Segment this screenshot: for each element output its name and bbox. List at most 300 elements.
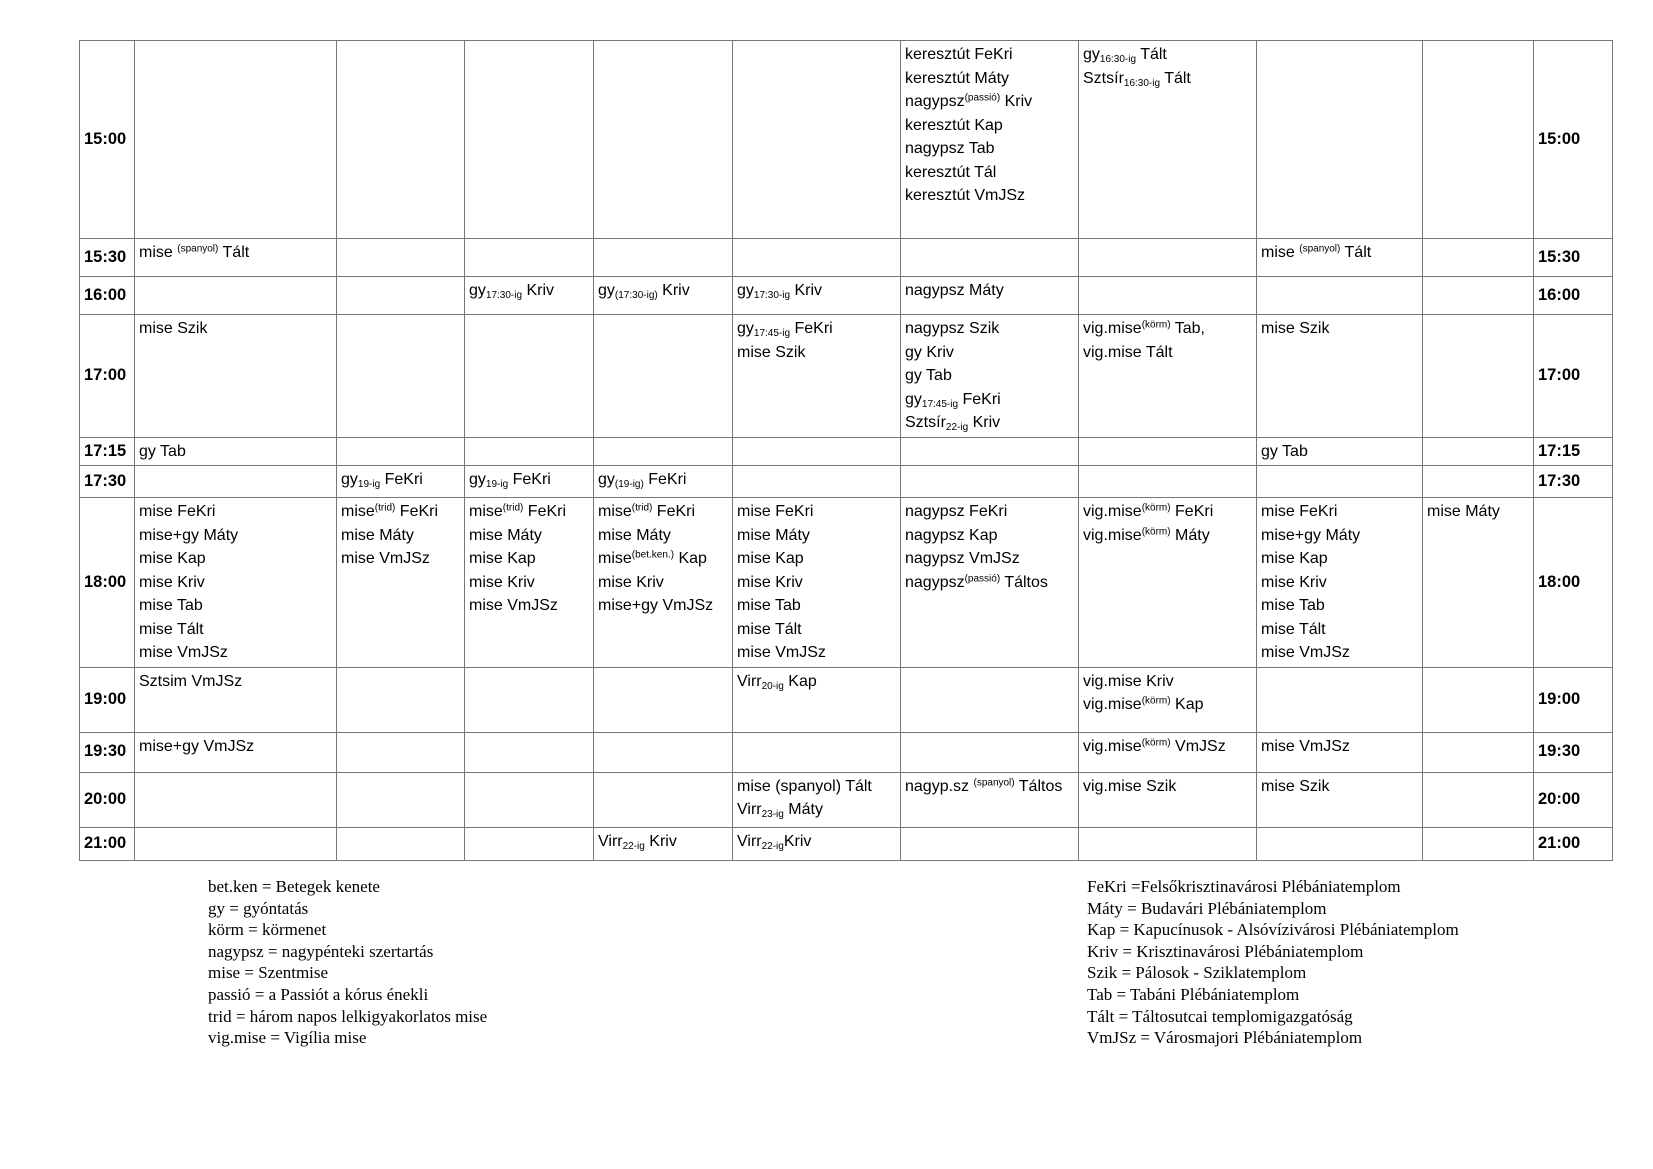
event-text: mise Szik xyxy=(737,343,806,361)
event-entry xyxy=(905,90,1074,114)
event-text: nagypsz Máty xyxy=(905,282,1004,299)
event-text: Kriv xyxy=(1000,93,1033,110)
schedule-cell xyxy=(594,437,733,466)
event-entry xyxy=(1261,440,1418,464)
event-text: FeKri xyxy=(643,471,687,488)
event-sup-note: (trid) xyxy=(502,502,524,514)
event-text: mise FeKri xyxy=(737,503,814,520)
event-sub-note: 17:45-ig xyxy=(921,398,959,410)
schedule-cell xyxy=(901,277,1079,315)
time-label: 18:00 xyxy=(80,498,135,668)
schedule-cell xyxy=(733,41,901,239)
legend-item: Tált = Táltosutcai templomigazgatóság xyxy=(1087,1006,1353,1026)
schedule-cell xyxy=(337,239,465,277)
schedule-cell xyxy=(1079,239,1257,277)
event-entry xyxy=(1261,547,1418,571)
time-label: 15:00 xyxy=(1534,41,1613,239)
schedule-cell xyxy=(1079,315,1257,438)
event-text: mise Szik xyxy=(1261,320,1330,337)
schedule-cell xyxy=(465,498,594,668)
event-text: Táltos xyxy=(1014,777,1063,795)
schedule-cell xyxy=(1257,315,1423,438)
schedule-cell xyxy=(594,827,733,860)
event-text: gy Kriv xyxy=(905,343,954,361)
legend-item: Kap = Kapucínusok - Alsóvízivárosi Plébániatemplom xyxy=(1087,920,1459,940)
legend-item: Kriv = Krisztinavárosi Plébániatemplom xyxy=(1087,941,1364,961)
schedule-cell xyxy=(901,41,1079,239)
schedule-cell xyxy=(901,437,1079,466)
event-text: Kriv xyxy=(783,832,812,850)
event-entry xyxy=(737,571,896,595)
event-sub-note: 23-ig xyxy=(761,809,784,820)
event-entry xyxy=(1083,500,1252,524)
event-entry xyxy=(905,775,1074,799)
event-text: FeKri xyxy=(958,390,1001,408)
event-text: vig.mise Tált xyxy=(1083,343,1173,361)
event-entry xyxy=(905,43,1074,67)
schedule-cell xyxy=(135,667,337,732)
legend-item: trid = három napos lelkigyakorlatos mise xyxy=(208,1006,488,1026)
schedule-cell xyxy=(135,498,337,668)
schedule-cell xyxy=(465,732,594,772)
event-entry xyxy=(1083,775,1252,799)
schedule-cell xyxy=(901,772,1079,827)
table-row xyxy=(80,827,1613,860)
time-label: 17:30 xyxy=(1534,466,1613,498)
schedule-cell xyxy=(135,466,337,498)
event-sub-note: 17:30-ig xyxy=(485,290,523,301)
time-label: 16:00 xyxy=(1534,277,1613,315)
event-text: mise Kriv xyxy=(469,573,535,591)
event-text: keresztút FeKri xyxy=(905,46,1013,63)
time-label: 18:00 xyxy=(1534,498,1613,668)
event-entry xyxy=(737,524,896,548)
schedule-cell xyxy=(337,277,465,315)
time-label: 17:15 xyxy=(80,437,135,466)
event-entry xyxy=(469,594,589,618)
schedule-cell xyxy=(135,437,337,466)
event-text: nagypsz xyxy=(905,573,965,591)
schedule-cell xyxy=(337,437,465,466)
event-entry xyxy=(737,830,896,854)
event-entry xyxy=(469,547,589,571)
event-entry xyxy=(139,641,332,665)
event-text: vig.mise xyxy=(1083,737,1142,755)
event-entry xyxy=(469,571,589,595)
legend-item: VmJSz = Városmajori Plébániatemplom xyxy=(1087,1028,1363,1048)
event-entry xyxy=(1083,524,1252,548)
time-label: 15:00 xyxy=(80,41,135,239)
event-entry xyxy=(598,547,728,571)
event-text: keresztút Kap xyxy=(905,116,1003,134)
event-sub-note: 16:30-ig xyxy=(1099,54,1137,65)
event-text: Kriv xyxy=(968,414,1001,431)
event-entry xyxy=(905,571,1074,595)
table-row xyxy=(80,41,1613,239)
schedule-cell xyxy=(1423,498,1534,668)
table-row xyxy=(80,466,1613,498)
legend-item: Tab = Tabáni Plébániatemplom xyxy=(1087,984,1300,1004)
schedule-cell xyxy=(337,732,465,772)
event-text: mise VmJSz xyxy=(341,550,430,567)
event-entry xyxy=(139,571,332,595)
time-label: 15:30 xyxy=(1534,239,1613,277)
event-sub-note: (19-ig) xyxy=(614,479,644,490)
time-label: 17:00 xyxy=(80,315,135,438)
schedule-cell xyxy=(733,667,901,732)
schedule-cell xyxy=(1079,498,1257,668)
event-sup-note: (bet.ken.) xyxy=(631,549,675,561)
event-text: vig.mise xyxy=(1083,696,1142,713)
event-text: gy Tab xyxy=(905,367,952,384)
time-label: 21:00 xyxy=(1534,827,1613,860)
event-text: mise xyxy=(598,503,632,520)
schedule-cell xyxy=(337,466,465,498)
schedule-cell xyxy=(465,772,594,827)
event-entry xyxy=(1083,693,1252,717)
legend-item: passió = a Passiót a kórus énekli xyxy=(208,984,429,1004)
event-text: Kriv xyxy=(644,832,677,850)
time-label: 15:30 xyxy=(80,239,135,277)
time-label: 20:00 xyxy=(80,772,135,827)
event-entry xyxy=(139,500,332,524)
event-entry xyxy=(139,594,332,618)
event-text: Tált xyxy=(1136,46,1167,63)
event-entry xyxy=(1261,641,1418,665)
schedule-cell xyxy=(337,498,465,668)
event-text: gy xyxy=(469,471,486,488)
event-text: mise Tab xyxy=(139,597,203,614)
event-entry xyxy=(1261,317,1418,341)
event-entry xyxy=(1427,500,1529,524)
schedule-cell xyxy=(901,667,1079,732)
schedule-cell xyxy=(733,827,901,860)
schedule-cell xyxy=(901,315,1079,438)
event-entry xyxy=(905,137,1074,161)
schedule-cell xyxy=(733,239,901,277)
schedule-cell xyxy=(135,41,337,239)
schedule-cell xyxy=(1257,239,1423,277)
schedule-cell xyxy=(594,498,733,668)
time-label: 16:00 xyxy=(80,277,135,315)
schedule-cell xyxy=(465,315,594,438)
event-sub-note: 22-ig xyxy=(622,840,645,852)
event-entry xyxy=(905,279,1074,303)
schedule-cell xyxy=(465,277,594,315)
schedule-cell xyxy=(1257,466,1423,498)
schedule-cell xyxy=(135,277,337,315)
event-text: Kap xyxy=(783,672,817,690)
schedule-cell xyxy=(901,827,1079,860)
event-text: mise Szik xyxy=(1261,777,1330,795)
schedule-cell xyxy=(135,239,337,277)
event-entry xyxy=(469,468,589,492)
event-text: FeKri xyxy=(652,503,696,520)
event-sup-note: (körm) xyxy=(1141,526,1171,537)
event-text: mise xyxy=(469,503,503,520)
event-text: Tált xyxy=(1340,244,1372,261)
event-entry xyxy=(469,500,589,524)
event-entry xyxy=(598,500,728,524)
event-entry xyxy=(1261,594,1418,618)
legend-item: vig.mise = Vigília mise xyxy=(208,1028,367,1048)
event-sup-note: (passió) xyxy=(964,92,1001,104)
event-text: Virr xyxy=(737,672,762,690)
event-entry xyxy=(1261,241,1418,265)
time-label: 19:30 xyxy=(1534,732,1613,772)
event-sup-note: (trid) xyxy=(374,502,396,514)
event-sup-note: (passió) xyxy=(964,573,1001,584)
event-entry xyxy=(905,317,1074,341)
event-entry xyxy=(139,524,332,548)
event-sub-note: 20-ig xyxy=(761,680,784,692)
event-text: mise VmJSz xyxy=(737,644,826,661)
event-entry xyxy=(737,798,896,822)
schedule-cell xyxy=(465,667,594,732)
table-row xyxy=(80,437,1613,466)
event-text: FeKri xyxy=(523,503,567,520)
schedule-cell xyxy=(594,732,733,772)
event-sup-note: (körm) xyxy=(1141,319,1171,331)
event-text: mise xyxy=(1261,244,1300,261)
schedule-cell xyxy=(1257,277,1423,315)
event-text: Sztsim VmJSz xyxy=(139,672,243,690)
event-sub-note: 17:45-ig xyxy=(753,328,791,339)
legend-item: körm = körmenet xyxy=(208,920,327,940)
event-text: mise Máty xyxy=(1427,503,1500,520)
event-entry xyxy=(469,524,589,548)
schedule-cell xyxy=(1079,437,1257,466)
event-text: gy Tab xyxy=(139,442,186,460)
event-text: mise (spanyol) Tált xyxy=(737,777,872,795)
schedule-cell xyxy=(733,437,901,466)
event-entry xyxy=(737,775,896,799)
event-text: gy xyxy=(341,471,358,488)
event-text: VmJSz xyxy=(1170,737,1226,755)
schedule-cell xyxy=(1423,827,1534,860)
event-entry xyxy=(1261,500,1418,524)
event-text: mise Máty xyxy=(341,526,414,544)
event-entry xyxy=(737,317,896,341)
event-entry xyxy=(341,524,460,548)
event-text: Kap xyxy=(1170,696,1204,713)
time-label: 17:15 xyxy=(1534,437,1613,466)
event-text: FeKri xyxy=(508,471,551,488)
legend-item: Máty = Budavári Plébániatemplom xyxy=(1087,898,1327,918)
event-text: mise Szik xyxy=(139,320,208,337)
event-entry xyxy=(598,279,728,303)
table-row xyxy=(80,315,1613,438)
schedule-cell xyxy=(733,732,901,772)
schedule-cell xyxy=(1079,732,1257,772)
event-text: mise+gy VmJSz xyxy=(139,737,255,755)
schedule-cell xyxy=(1257,498,1423,668)
event-text: gy xyxy=(737,282,754,299)
event-entry xyxy=(737,670,896,694)
schedule-cell xyxy=(594,277,733,315)
event-sup-note: (spanyol) xyxy=(177,243,219,255)
schedule-cell xyxy=(1079,41,1257,239)
schedule-cell xyxy=(1257,772,1423,827)
event-entry xyxy=(905,547,1074,571)
event-text: mise+gy VmJSz xyxy=(598,597,714,614)
schedule-cell xyxy=(901,239,1079,277)
event-text: nagypsz Szik xyxy=(905,320,1000,337)
event-text: mise Kriv xyxy=(737,573,803,591)
time-label: 17:30 xyxy=(80,466,135,498)
event-text: nagypsz FeKri xyxy=(905,503,1008,520)
schedule-cell xyxy=(733,772,901,827)
event-text: nagypsz Kap xyxy=(905,526,998,544)
event-text: Virr xyxy=(598,832,623,850)
event-text: mise xyxy=(341,503,375,520)
event-entry xyxy=(139,618,332,642)
event-text: keresztút VmJSz xyxy=(905,187,1026,204)
event-entry xyxy=(905,388,1074,412)
event-entry xyxy=(341,500,460,524)
event-sup-note: (körm) xyxy=(1141,502,1171,514)
legend-item: mise = Szentmise xyxy=(208,963,329,983)
event-text: vig.mise xyxy=(1083,503,1142,520)
event-text: mise+gy Máty xyxy=(1261,526,1361,544)
event-entry xyxy=(737,500,896,524)
schedule-cell xyxy=(733,277,901,315)
event-text: mise VmJSz xyxy=(1261,737,1350,755)
event-text: mise VmJSz xyxy=(469,597,558,614)
event-entry xyxy=(737,547,896,571)
schedule-cell xyxy=(465,466,594,498)
event-text: mise Tált xyxy=(737,620,802,638)
event-text: mise Máty xyxy=(737,526,810,544)
event-entry xyxy=(139,670,332,694)
event-text: FeKri xyxy=(380,471,423,488)
event-entry xyxy=(1083,341,1252,365)
table-row xyxy=(80,772,1613,827)
schedule-cell xyxy=(1423,437,1534,466)
event-entry xyxy=(737,341,896,365)
schedule-cell xyxy=(1079,827,1257,860)
event-text: mise Tab xyxy=(737,597,801,614)
event-text: Virr xyxy=(737,832,762,850)
event-text: gy xyxy=(905,390,922,408)
event-text: vig.mise Kriv xyxy=(1083,672,1174,690)
schedule-cell xyxy=(135,315,337,438)
event-text: mise Máty xyxy=(598,526,671,544)
event-text: Táltos xyxy=(1000,573,1048,591)
schedule-cell xyxy=(135,732,337,772)
event-text: keresztút Tál xyxy=(905,163,997,181)
event-text: gy xyxy=(737,320,754,337)
event-entry xyxy=(905,184,1074,208)
event-sup-note: (spanyol) xyxy=(1299,243,1341,255)
time-label: 19:00 xyxy=(1534,667,1613,732)
schedule-cell xyxy=(135,827,337,860)
event-text: mise Kap xyxy=(1261,550,1328,567)
schedule-cell xyxy=(1257,827,1423,860)
schedule-cell xyxy=(733,315,901,438)
event-sup-note: (körm) xyxy=(1141,737,1171,748)
event-text: vig.mise Szik xyxy=(1083,777,1177,795)
schedule-cell xyxy=(1079,667,1257,732)
event-text: gy xyxy=(598,282,615,299)
time-label: 19:30 xyxy=(80,732,135,772)
legend-item: gy = gyóntatás xyxy=(208,898,309,918)
time-label: 19:00 xyxy=(80,667,135,732)
event-text: Kriv xyxy=(522,282,555,299)
schedule-cell xyxy=(901,498,1079,668)
schedule-cell xyxy=(465,827,594,860)
schedule-cell xyxy=(733,466,901,498)
event-entry xyxy=(341,468,460,492)
event-text: mise Kap xyxy=(139,550,206,567)
event-text: mise Tált xyxy=(1261,620,1326,638)
event-entry xyxy=(1261,775,1418,799)
event-entry xyxy=(1083,670,1252,694)
event-text: nagypsz xyxy=(905,93,965,110)
schedule-cell xyxy=(1423,466,1534,498)
schedule-cell xyxy=(337,667,465,732)
event-text: mise Máty xyxy=(469,526,542,544)
table-row xyxy=(80,277,1613,315)
schedule-cell xyxy=(594,772,733,827)
time-label: 20:00 xyxy=(1534,772,1613,827)
event-sub-note: 19-ig xyxy=(357,479,381,490)
event-text: Sztsír xyxy=(905,414,946,431)
event-text: keresztút Máty xyxy=(905,69,1010,87)
event-text: gy xyxy=(1083,46,1100,63)
schedule-cell xyxy=(594,667,733,732)
table-row xyxy=(80,498,1613,668)
schedule-cell xyxy=(1257,667,1423,732)
event-text: nagypsz VmJSz xyxy=(905,550,1020,567)
event-entry xyxy=(1261,735,1418,759)
event-text: Tab, xyxy=(1170,320,1205,337)
schedule-cell xyxy=(901,466,1079,498)
event-entry xyxy=(737,641,896,665)
event-entry xyxy=(905,500,1074,524)
event-text: mise Tált xyxy=(139,620,204,638)
event-text: gy xyxy=(469,282,486,299)
event-sup-note: (trid) xyxy=(631,502,653,514)
event-text: mise FeKri xyxy=(1261,503,1338,520)
event-entry xyxy=(737,594,896,618)
legend-churches xyxy=(1087,876,1459,1049)
event-text: Sztsír xyxy=(1083,69,1124,87)
event-entry xyxy=(1261,618,1418,642)
event-sub-note: 17:30-ig xyxy=(753,290,791,301)
event-text: vig.mise xyxy=(1083,526,1142,544)
event-text: Kap xyxy=(674,550,707,567)
event-entry xyxy=(139,547,332,571)
event-entry xyxy=(139,735,332,759)
event-text: Kriv xyxy=(790,282,823,299)
schedule-body xyxy=(80,41,1613,861)
event-text: nagypsz Tab xyxy=(905,140,995,157)
event-entry xyxy=(469,279,589,303)
event-text: mise VmJSz xyxy=(139,644,228,661)
schedule-cell xyxy=(1423,732,1534,772)
schedule-cell xyxy=(1423,315,1534,438)
event-text: Kriv xyxy=(657,282,690,299)
event-entry xyxy=(1083,43,1252,67)
event-entry xyxy=(598,524,728,548)
event-text: mise Kriv xyxy=(598,573,664,591)
schedule-cell xyxy=(337,315,465,438)
event-entry xyxy=(598,830,728,854)
table-row xyxy=(80,667,1613,732)
event-sub-note: (17:30-ig) xyxy=(614,290,658,301)
schedule-cell xyxy=(1423,277,1534,315)
